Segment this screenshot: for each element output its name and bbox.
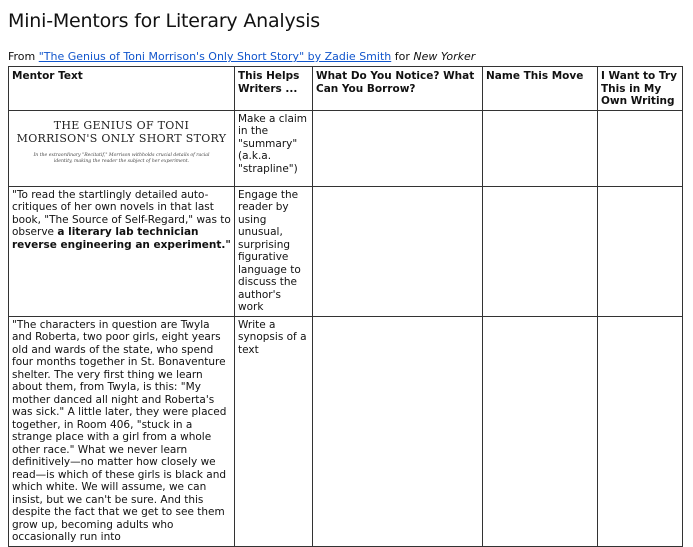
mentor-text-cell xyxy=(9,110,235,186)
helps-writers-text: Engage the reader by using unusual, surprising figurative language to discuss the author's work xyxy=(238,188,301,313)
helps-writers-cell[interactable] xyxy=(235,186,313,316)
mentor-table xyxy=(8,66,683,547)
name-move-cell[interactable] xyxy=(483,110,598,186)
table-row xyxy=(9,316,683,546)
name-move-cell[interactable] xyxy=(483,316,598,546)
helps-writers-text: Make a claim in the "summary" (a.k.a. "strapline") xyxy=(238,112,308,175)
article-dek: In the extraordinary "Recitatif," Morrison withholds crucial details of racial identity, making the reader the subject of her experiment. xyxy=(33,152,210,164)
source-line xyxy=(8,50,475,63)
header-mentor-text: Mentor Text xyxy=(9,67,235,111)
helps-writers-cell[interactable] xyxy=(235,316,313,546)
article-headline: THE GENIUS OF TONI MORRISON'S ONLY SHORT STORY xyxy=(16,118,227,145)
source-prefix: From xyxy=(8,50,39,63)
source-mid: for xyxy=(391,50,414,63)
mentor-text: "The characters in question are Twyla and Roberta, two poor girls, eight years old and wards of the state, who spend four months together in St. Bonaventure shelter. The very first thing we learn about them, from Twyla, is this: "My mother danced all night and Roberta's was sick." A little later, they were placed together, in Room 406, "stuck in a strange place with a girl from a whole other race." What we never learn definitively—no matter how closely we read—is which of these girls is black and which white. We will assume, we can insist, but we can't be sure. And this despite the fact that we get to see them grow up, becoming adults who occasionally run into xyxy=(12,318,227,543)
notice-cell[interactable] xyxy=(313,316,483,546)
header-name-move: Name This Move xyxy=(483,67,598,111)
try-cell[interactable] xyxy=(598,186,683,316)
table-row xyxy=(9,186,683,316)
header-notice-borrow: What Do You Notice? What Can You Borrow? xyxy=(313,67,483,111)
table-header-row xyxy=(9,67,683,111)
source-publication: New Yorker xyxy=(413,50,476,63)
header-try-own-writing: I Want to Try This in My Own Writing xyxy=(598,67,683,111)
notice-cell[interactable] xyxy=(313,186,483,316)
table-row xyxy=(9,110,683,186)
mentor-text-cell[interactable] xyxy=(9,316,235,546)
article-headline-image xyxy=(12,113,231,165)
document-title: Mini-Mentors for Literary Analysis xyxy=(8,10,320,32)
mentor-text-bold: a literary lab technician reverse engineering an experiment." xyxy=(12,226,231,251)
helps-writers-text: Write a synopsis of a text xyxy=(238,318,307,356)
notice-cell[interactable] xyxy=(313,110,483,186)
mentor-text-cell[interactable] xyxy=(9,186,235,316)
header-helps-writers: This Helps Writers ... xyxy=(235,67,313,111)
name-move-cell[interactable] xyxy=(483,186,598,316)
helps-writers-cell[interactable] xyxy=(235,110,313,186)
try-cell[interactable] xyxy=(598,110,683,186)
mentor-text-lead: "To read the startlingly detailed auto-critiques of her own novels in that last book, "The Source of Self-Regard," was to observe xyxy=(12,188,231,238)
try-cell[interactable] xyxy=(598,316,683,546)
source-link[interactable]: "The Genius of Toni Morrison's Only Short Story" by Zadie Smith xyxy=(38,50,392,63)
